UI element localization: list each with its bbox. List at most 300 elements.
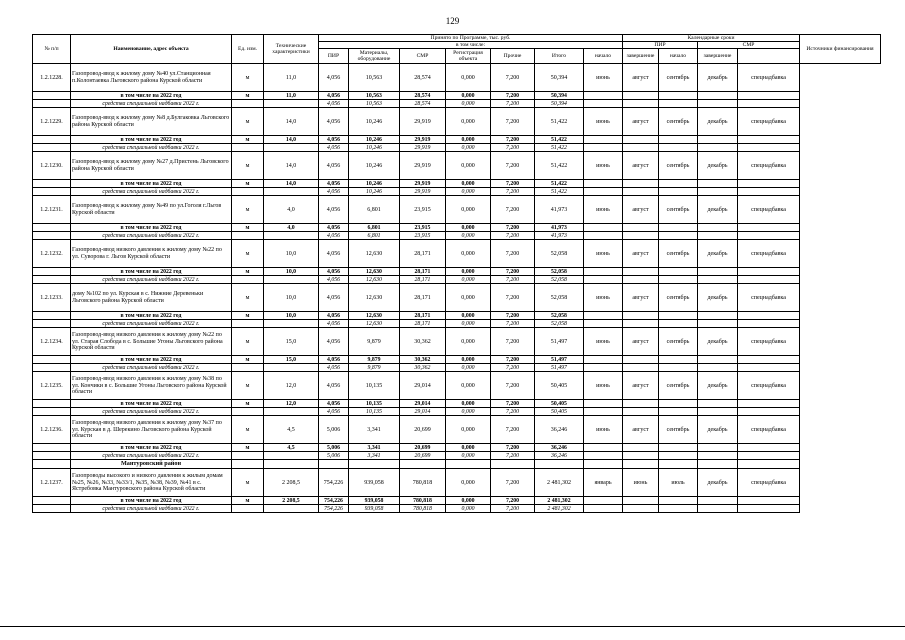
cell-empty xyxy=(584,312,623,320)
cell-reg: 0,000 xyxy=(446,232,491,240)
table-row xyxy=(33,372,881,400)
cell-smr: 29,014 xyxy=(400,400,446,408)
cell-source: спецнадбавка xyxy=(738,469,800,497)
cell-empty xyxy=(738,444,800,452)
cell-reg: 0,000 xyxy=(446,416,491,444)
cell-smr: 28,574 xyxy=(400,64,446,92)
cell-s1: июнь xyxy=(584,240,623,268)
cell-empty xyxy=(698,505,738,513)
cell-reg: 0,000 xyxy=(446,497,491,505)
cell-tech: 11,0 xyxy=(264,64,319,92)
cell-name: средства специальной надбавки 2022 г. xyxy=(71,100,232,108)
cell-empty xyxy=(232,460,264,469)
cell-empty xyxy=(698,268,738,276)
cell-mat: 3,341 xyxy=(349,452,400,460)
funding-source-row xyxy=(33,144,881,152)
cell-pir: 4,056 xyxy=(319,180,349,188)
cell-pir: 4,056 xyxy=(319,276,349,284)
cell-empty xyxy=(659,460,698,469)
cell-other: 7,200 xyxy=(491,320,535,328)
cell-mat: 12,630 xyxy=(349,312,400,320)
cell-name: в том числе на 2022 год xyxy=(71,268,232,276)
cell-other: 7,200 xyxy=(491,144,535,152)
cell-unit: м xyxy=(232,180,264,188)
cell-num: 1.2.1231. xyxy=(33,196,71,224)
header-name: Наименование, адрес объекта xyxy=(71,35,232,64)
cell-num: 1.2.1236. xyxy=(33,416,71,444)
cell-reg: 0,000 xyxy=(446,268,491,276)
cell-empty xyxy=(698,460,738,469)
table-row xyxy=(33,196,881,224)
cell-empty xyxy=(698,320,738,328)
cell-empty xyxy=(738,180,800,188)
cell-pir: 4,056 xyxy=(319,188,349,196)
cell-smr: 28,171 xyxy=(400,284,446,312)
cell-empty xyxy=(584,364,623,372)
cell-total: 51,422 xyxy=(535,180,584,188)
cell-empty xyxy=(738,276,800,284)
funding-source-row xyxy=(33,188,881,196)
cell-mat: 10,563 xyxy=(349,100,400,108)
cell-unit: м xyxy=(232,284,264,312)
cell-empty xyxy=(659,400,698,408)
cell-empty xyxy=(264,144,319,152)
cell-reg: 0,000 xyxy=(446,108,491,136)
cell-smr: 780,818 xyxy=(400,505,446,513)
cell-empty xyxy=(264,232,319,240)
cell-other: 7,200 xyxy=(491,328,535,356)
cell-pir: 754,226 xyxy=(319,497,349,505)
cell-name: Газопровод-ввод к жилому дому №40 ул.Станционная п.Колонтаевка Льговского района Курской области xyxy=(71,64,232,92)
cell-mat: 6,801 xyxy=(349,224,400,232)
cell-unit: м xyxy=(232,108,264,136)
cell-unit: м xyxy=(232,328,264,356)
cell-empty xyxy=(623,100,659,108)
header-registration: Регистрация объекта xyxy=(446,49,491,64)
cell-total: 36,246 xyxy=(535,444,584,452)
cell-empty xyxy=(584,268,623,276)
header-end-smr: завершение xyxy=(698,49,738,64)
cell-empty xyxy=(33,497,71,505)
cell-smr: 28,171 xyxy=(400,268,446,276)
cell-empty xyxy=(659,144,698,152)
cell-s1: январь xyxy=(584,469,623,497)
cell-reg: 0,000 xyxy=(446,312,491,320)
funding-source-row xyxy=(33,452,881,460)
cell-unit: м xyxy=(232,416,264,444)
cell-other: 7,200 xyxy=(491,196,535,224)
cell-other: 7,200 xyxy=(491,312,535,320)
cell-mat: 939,058 xyxy=(349,497,400,505)
cell-empty xyxy=(623,276,659,284)
cell-empty xyxy=(33,268,71,276)
cell-reg: 0,000 xyxy=(446,328,491,356)
cell-unit: м xyxy=(232,136,264,144)
cell-smr: 29,919 xyxy=(400,108,446,136)
cell-empty xyxy=(659,136,698,144)
cell-name: средства специальной надбавки 2022 г. xyxy=(71,188,232,196)
cell-total: 52,058 xyxy=(535,276,584,284)
cell-empty xyxy=(264,452,319,460)
subtotal-row xyxy=(33,400,881,408)
cell-empty xyxy=(232,144,264,152)
cell-empty xyxy=(698,180,738,188)
cell-other: 7,200 xyxy=(491,232,535,240)
cell-total: 50,394 xyxy=(535,100,584,108)
cell-s2: июль xyxy=(659,469,698,497)
cell-empty xyxy=(349,460,400,469)
cell-source: спецнадбавка xyxy=(738,196,800,224)
cell-num: 1.2.1230. xyxy=(33,152,71,180)
header-num: № п/п xyxy=(33,35,71,64)
cell-empty xyxy=(698,444,738,452)
cell-total: 50,405 xyxy=(535,400,584,408)
cell-empty xyxy=(33,444,71,452)
cell-empty xyxy=(232,232,264,240)
cell-s2: сентябрь xyxy=(659,372,698,400)
cell-tech: 11,0 xyxy=(264,92,319,100)
cell-name: Газопровод-ввод низкого давления к жилому дому №37 по ул. Курская в д. Шерекино Льговского района Курской области xyxy=(71,416,232,444)
table-row xyxy=(33,64,881,92)
cell-empty xyxy=(738,497,800,505)
cell-name: в том числе на 2022 год xyxy=(71,356,232,364)
page-number: 129 xyxy=(445,16,460,26)
cell-name: средства специальной надбавки 2022 г. xyxy=(71,276,232,284)
table-row xyxy=(33,328,881,356)
cell-empty xyxy=(33,356,71,364)
subtotal-row xyxy=(33,312,881,320)
cell-reg: 0,000 xyxy=(446,144,491,152)
cell-name: средства специальной надбавки 2022 г. xyxy=(71,232,232,240)
funding-source-row xyxy=(33,408,881,416)
cell-s1: июнь xyxy=(584,416,623,444)
cell-mat: 10,563 xyxy=(349,92,400,100)
cell-name: Газопроводы высокого и низкого давления к жилым домам №25, №26, №33, №33/1, №35, №38, №39, №41 в с. Ястребовка Мантуровского района Курской области xyxy=(71,469,232,497)
cell-unit: м xyxy=(232,372,264,400)
cell-total: 51,497 xyxy=(535,364,584,372)
funding-source-row xyxy=(33,505,881,513)
cell-empty xyxy=(584,180,623,188)
cell-num: 1.2.1233. xyxy=(33,284,71,312)
cell-empty xyxy=(33,136,71,144)
cell-name: в том числе на 2022 год xyxy=(71,497,232,505)
cell-reg: 0,000 xyxy=(446,196,491,224)
cell-other: 7,200 xyxy=(491,444,535,452)
cell-pir: 4,056 xyxy=(319,400,349,408)
subtotal-row xyxy=(33,224,881,232)
cell-empty xyxy=(738,320,800,328)
cell-name: Газопровод-ввод к жилому дому №49 по ул.Гоголя г.Льгов Курской области xyxy=(71,196,232,224)
cell-empty xyxy=(659,364,698,372)
cell-total: 52,058 xyxy=(535,240,584,268)
cell-reg: 0,000 xyxy=(446,152,491,180)
cell-other: 7,200 xyxy=(491,452,535,460)
header-in-total: в том числе: xyxy=(319,42,623,49)
cell-name: дому №102 по ул. Курская в с. Нижние Деревеньки Льговского района Курской области xyxy=(71,284,232,312)
cell-unit: м xyxy=(232,356,264,364)
cell-mat: 12,630 xyxy=(349,268,400,276)
cell-e2: декабрь xyxy=(698,108,738,136)
cell-num: 1.2.1235. xyxy=(33,372,71,400)
cell-total: 2 481,302 xyxy=(535,469,584,497)
cell-name: средства специальной надбавки 2022 г. xyxy=(71,505,232,513)
cell-empty xyxy=(659,276,698,284)
cell-empty xyxy=(232,505,264,513)
cell-empty xyxy=(659,188,698,196)
cell-empty xyxy=(659,356,698,364)
cell-s1: июнь xyxy=(584,372,623,400)
cell-empty xyxy=(659,444,698,452)
region-name: Мантуровский район xyxy=(71,460,232,469)
table-row xyxy=(33,108,881,136)
subtotal-row xyxy=(33,444,881,452)
table-body xyxy=(33,64,881,513)
cell-empty xyxy=(264,408,319,416)
cell-smr: 30,362 xyxy=(400,364,446,372)
cell-reg: 0,000 xyxy=(446,452,491,460)
cell-total: 51,497 xyxy=(535,328,584,356)
cell-tech: 4,5 xyxy=(264,416,319,444)
cell-empty xyxy=(623,408,659,416)
cell-mat: 939,058 xyxy=(349,505,400,513)
region-row xyxy=(33,460,881,469)
cell-empty xyxy=(232,364,264,372)
cell-reg: 0,000 xyxy=(446,364,491,372)
cell-empty xyxy=(738,268,800,276)
header-smr: СМР xyxy=(400,49,446,64)
cell-reg: 0,000 xyxy=(446,180,491,188)
cell-empty xyxy=(698,92,738,100)
header-source: Источники финансирования xyxy=(800,35,881,64)
cell-total: 50,394 xyxy=(535,92,584,100)
cell-pir: 5,006 xyxy=(319,444,349,452)
cell-tech: 4,0 xyxy=(264,224,319,232)
cell-mat: 12,630 xyxy=(349,320,400,328)
cell-name: в том числе на 2022 год xyxy=(71,400,232,408)
cell-tech: 4,0 xyxy=(264,196,319,224)
cell-mat: 10,135 xyxy=(349,408,400,416)
cell-tech: 10,0 xyxy=(264,284,319,312)
cell-empty xyxy=(33,408,71,416)
cell-empty xyxy=(698,224,738,232)
cell-name: средства специальной надбавки 2022 г. xyxy=(71,408,232,416)
cell-pir: 4,056 xyxy=(319,328,349,356)
cell-s2: сентябрь xyxy=(659,284,698,312)
cell-smr: 28,171 xyxy=(400,320,446,328)
subtotal-row xyxy=(33,268,881,276)
cell-empty xyxy=(584,188,623,196)
cell-empty xyxy=(738,92,800,100)
cell-empty xyxy=(698,452,738,460)
table-row xyxy=(33,152,881,180)
cell-reg: 0,000 xyxy=(446,505,491,513)
cell-empty xyxy=(33,320,71,328)
cell-e1: август xyxy=(623,328,659,356)
header-end-pir: завершение xyxy=(623,49,659,64)
cell-smr: 28,171 xyxy=(400,276,446,284)
header-cal-pir: ПИР xyxy=(623,42,698,49)
cell-num: 1.2.1232. xyxy=(33,240,71,268)
header-pir: ПИР xyxy=(319,49,349,64)
cell-total: 2 481,302 xyxy=(535,505,584,513)
cell-empty xyxy=(264,100,319,108)
program-table xyxy=(32,34,881,513)
cell-empty xyxy=(623,505,659,513)
cell-pir: 4,056 xyxy=(319,144,349,152)
subtotal-row xyxy=(33,92,881,100)
cell-empty xyxy=(33,460,71,469)
cell-empty xyxy=(659,312,698,320)
cell-s1: июнь xyxy=(584,64,623,92)
cell-mat: 12,630 xyxy=(349,284,400,312)
cell-unit: м xyxy=(232,224,264,232)
cell-empty xyxy=(698,144,738,152)
header-total: Итого xyxy=(535,49,584,64)
cell-total: 50,394 xyxy=(535,64,584,92)
cell-empty xyxy=(264,188,319,196)
cell-other: 7,200 xyxy=(491,100,535,108)
cell-empty xyxy=(264,276,319,284)
cell-empty xyxy=(400,460,446,469)
cell-tech: 10,0 xyxy=(264,312,319,320)
cell-empty xyxy=(659,268,698,276)
cell-pir: 4,056 xyxy=(319,364,349,372)
header-accepted: Принято по Программе, тыс. руб. xyxy=(319,35,623,42)
cell-total: 50,405 xyxy=(535,408,584,416)
cell-total: 52,058 xyxy=(535,312,584,320)
cell-name: в том числе на 2022 год xyxy=(71,224,232,232)
cell-empty xyxy=(623,497,659,505)
cell-name: Газопровод-ввод низкого давления к жилому дому №38 по ул. Кончики в с. Большие Угоны Льговского района Курской области xyxy=(71,372,232,400)
cell-s1: июнь xyxy=(584,284,623,312)
header-unit: Ед. изм. xyxy=(232,35,264,64)
cell-tech: 14,0 xyxy=(264,180,319,188)
cell-empty xyxy=(584,136,623,144)
cell-empty xyxy=(33,364,71,372)
cell-total: 41,973 xyxy=(535,224,584,232)
cell-empty xyxy=(623,268,659,276)
cell-reg: 0,000 xyxy=(446,284,491,312)
cell-empty xyxy=(584,276,623,284)
cell-other: 7,200 xyxy=(491,408,535,416)
cell-pir: 4,056 xyxy=(319,408,349,416)
cell-unit: м xyxy=(232,240,264,268)
cell-tech: 12,0 xyxy=(264,372,319,400)
cell-empty xyxy=(738,312,800,320)
header-calendar: Календарные сроки xyxy=(623,35,800,42)
cell-source: спецнадбавка xyxy=(738,240,800,268)
cell-empty xyxy=(264,460,319,469)
cell-pir: 4,056 xyxy=(319,152,349,180)
cell-empty xyxy=(738,356,800,364)
cell-source: спецнадбавка xyxy=(738,64,800,92)
cell-empty xyxy=(33,452,71,460)
cell-source: спецнадбавка xyxy=(738,416,800,444)
cell-unit: м xyxy=(232,312,264,320)
cell-empty xyxy=(232,100,264,108)
cell-empty xyxy=(698,100,738,108)
cell-empty xyxy=(659,320,698,328)
cell-empty xyxy=(584,100,623,108)
cell-empty xyxy=(738,400,800,408)
cell-empty xyxy=(738,364,800,372)
cell-other: 7,200 xyxy=(491,469,535,497)
cell-mat: 12,630 xyxy=(349,276,400,284)
cell-empty xyxy=(584,408,623,416)
cell-e1: август xyxy=(623,196,659,224)
cell-name: средства специальной надбавки 2022 г. xyxy=(71,452,232,460)
table-header xyxy=(33,35,881,64)
cell-smr: 30,362 xyxy=(400,328,446,356)
cell-other: 7,200 xyxy=(491,400,535,408)
cell-unit: м xyxy=(232,152,264,180)
cell-source: спецнадбавка xyxy=(738,284,800,312)
cell-empty xyxy=(264,320,319,328)
cell-e2: декабрь xyxy=(698,328,738,356)
cell-other: 7,200 xyxy=(491,364,535,372)
cell-smr: 29,014 xyxy=(400,408,446,416)
cell-s2: сентябрь xyxy=(659,196,698,224)
cell-empty xyxy=(33,144,71,152)
cell-pir: 4,056 xyxy=(319,372,349,400)
cell-empty xyxy=(659,100,698,108)
cell-other: 7,200 xyxy=(491,416,535,444)
cell-total: 2 481,302 xyxy=(535,497,584,505)
cell-name: в том числе на 2022 год xyxy=(71,92,232,100)
cell-pir: 4,056 xyxy=(319,108,349,136)
cell-empty xyxy=(738,452,800,460)
cell-smr: 29,919 xyxy=(400,136,446,144)
cell-empty xyxy=(623,356,659,364)
cell-mat: 6,801 xyxy=(349,232,400,240)
cell-empty xyxy=(264,505,319,513)
cell-unit: м xyxy=(232,444,264,452)
cell-e1: август xyxy=(623,64,659,92)
cell-e1: август xyxy=(623,416,659,444)
cell-tech: 4,5 xyxy=(264,444,319,452)
cell-s2: сентябрь xyxy=(659,416,698,444)
cell-smr: 20,699 xyxy=(400,416,446,444)
cell-name: средства специальной надбавки 2022 г. xyxy=(71,144,232,152)
cell-empty xyxy=(623,232,659,240)
table-row xyxy=(33,469,881,497)
cell-tech: 2 208,5 xyxy=(264,469,319,497)
cell-unit: м xyxy=(232,196,264,224)
cell-empty xyxy=(738,136,800,144)
cell-pir: 5,006 xyxy=(319,452,349,460)
cell-e2: декабрь xyxy=(698,64,738,92)
cell-empty xyxy=(33,188,71,196)
cell-reg: 0,000 xyxy=(446,444,491,452)
cell-e2: декабрь xyxy=(698,196,738,224)
cell-name: в том числе на 2022 год xyxy=(71,136,232,144)
cell-reg: 0,000 xyxy=(446,408,491,416)
cell-empty xyxy=(33,224,71,232)
cell-tech: 10,0 xyxy=(264,268,319,276)
cell-other: 7,200 xyxy=(491,92,535,100)
cell-reg: 0,000 xyxy=(446,356,491,364)
cell-smr: 23,915 xyxy=(400,224,446,232)
cell-empty xyxy=(659,224,698,232)
cell-smr: 29,919 xyxy=(400,144,446,152)
cell-other: 7,200 xyxy=(491,372,535,400)
cell-empty xyxy=(659,92,698,100)
cell-s2: сентябрь xyxy=(659,240,698,268)
cell-s1: июнь xyxy=(584,328,623,356)
cell-empty xyxy=(623,452,659,460)
cell-empty xyxy=(319,460,349,469)
cell-smr: 29,919 xyxy=(400,180,446,188)
